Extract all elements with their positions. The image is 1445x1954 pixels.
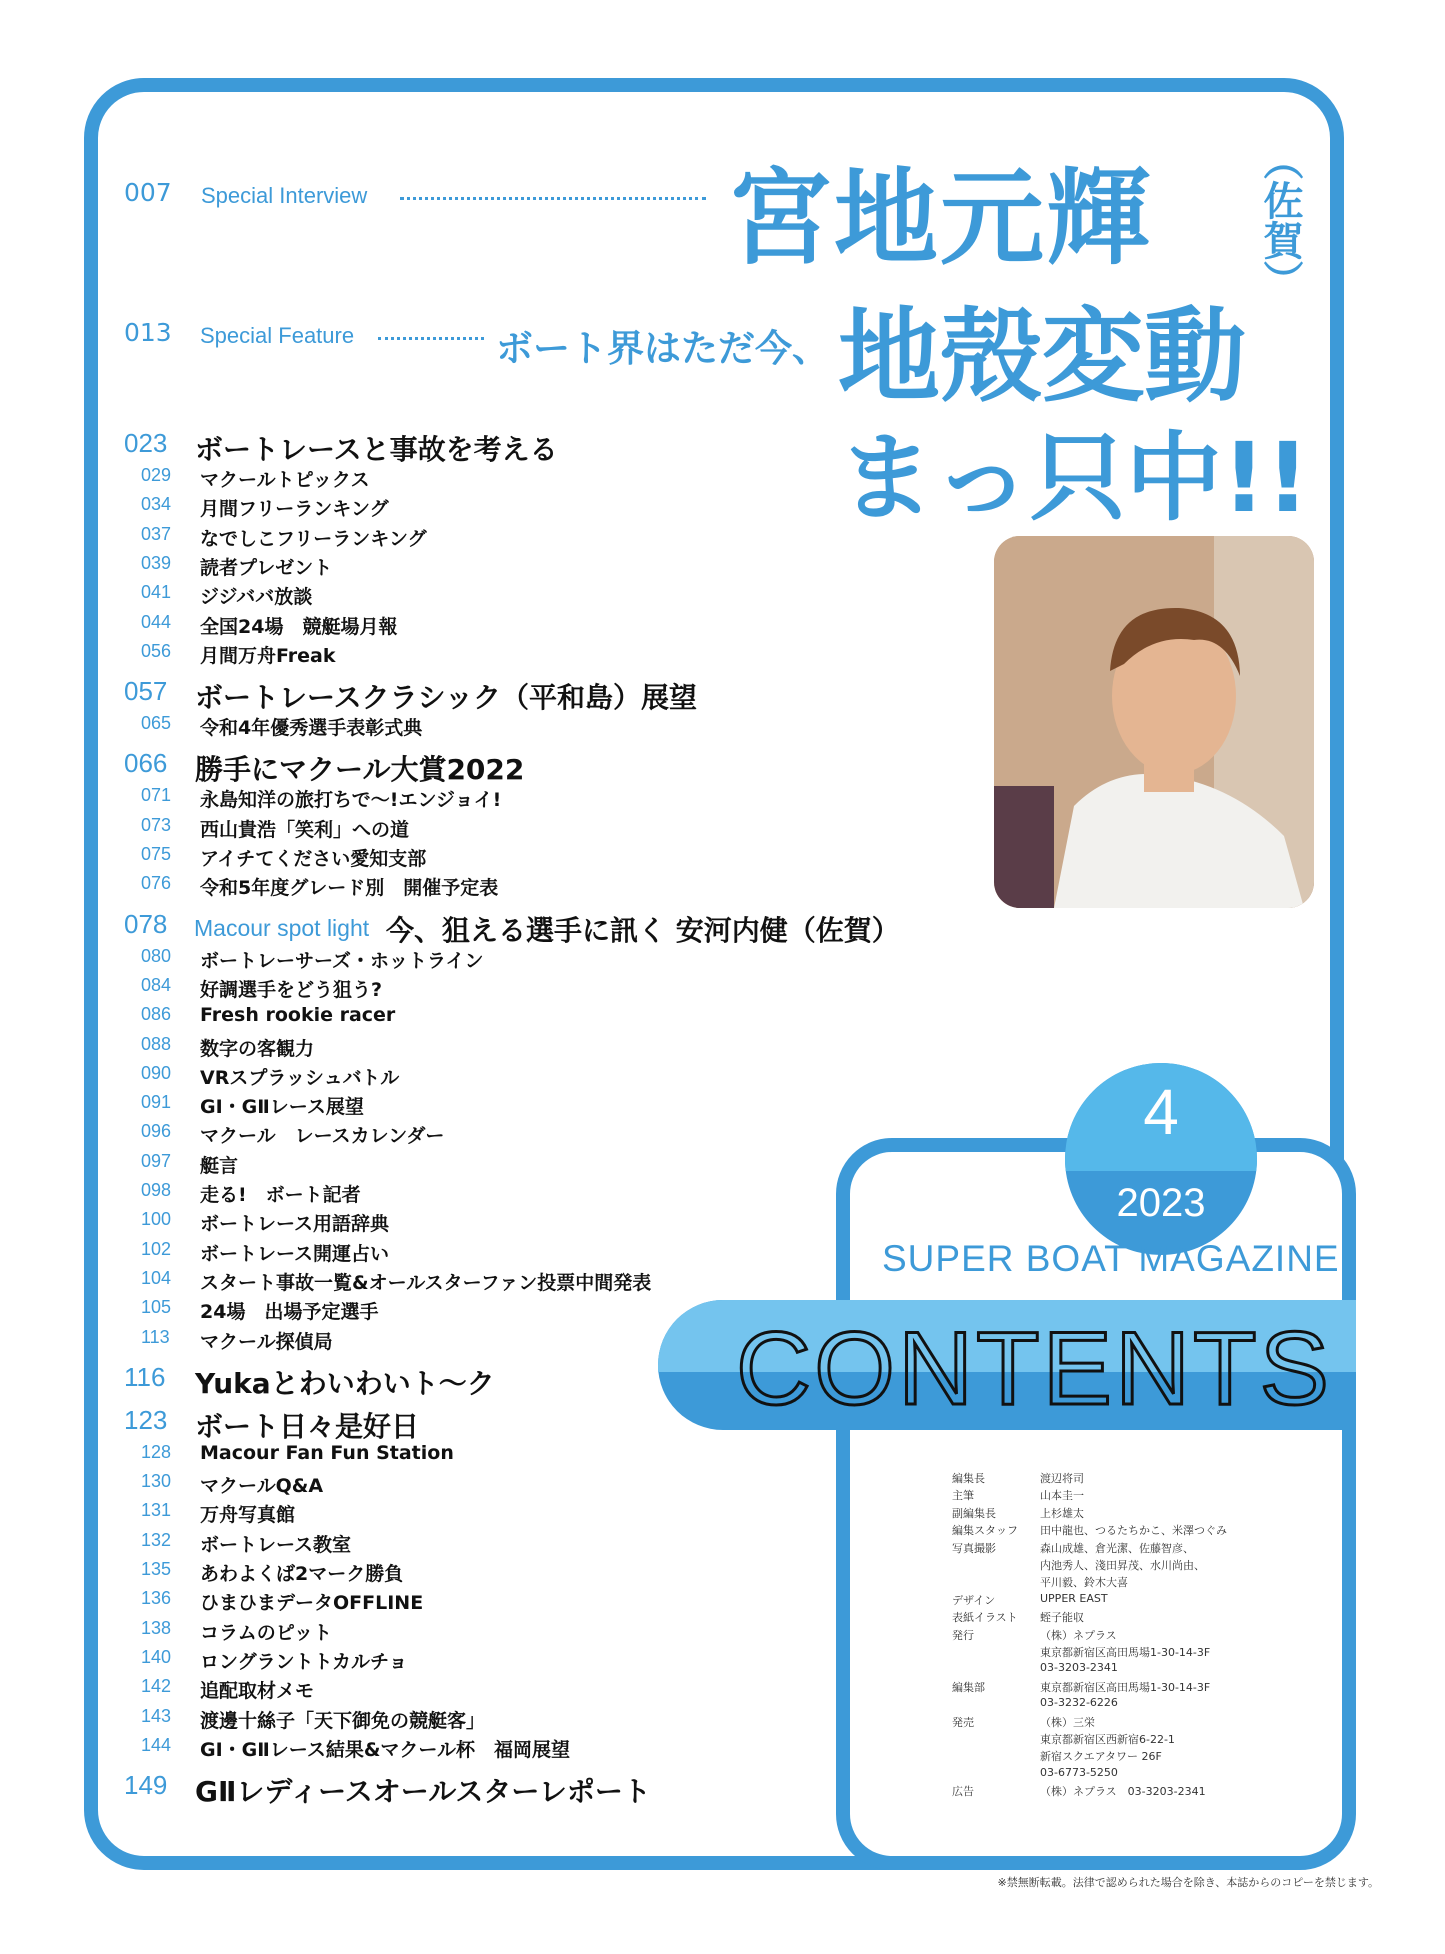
toc-page-number: 057 (124, 676, 168, 707)
credit-value: （株）ネプラス 03-3203-2341 (1040, 1785, 1206, 1799)
toc-page-number: 138 (141, 1617, 172, 1638)
credit-value: 山本圭一 (1040, 1489, 1084, 1503)
copyright-footnote: ※禁無断転載。法律で認められた場合を除き、本誌からのコピーを禁じます。 (997, 1876, 1379, 1889)
credit-value: 平川毅、鈴木大喜 (1040, 1576, 1128, 1590)
toc-title: 好調選手をどう狙う? (200, 978, 383, 1001)
toc-title: 数字の客観力 (200, 1037, 315, 1060)
toc-title: 月間フリーランキング (200, 498, 389, 521)
feature-page-number: 013 (124, 318, 172, 347)
toc-title: アイチてください愛知支部 (200, 848, 427, 870)
toc-page-number: 132 (141, 1529, 172, 1550)
toc-title: ロングラントトカルチョ (200, 1650, 408, 1673)
credit-value: 森山成雄、倉光潔、佐藤智彦、 (1040, 1541, 1194, 1555)
toc-page-number: 088 (141, 1033, 172, 1054)
toc-title: 永島知洋の旅打ちで〜!エンジョイ! (200, 789, 502, 812)
credit-value: （株）三栄 (1040, 1715, 1095, 1729)
toc-page-number: 131 (141, 1500, 172, 1521)
toc-title: ジジババ放談 (200, 586, 313, 609)
toc-title: あわよくば2マーク勝負 (200, 1563, 404, 1585)
feature-lead: ボート界はただ今、 (496, 327, 829, 370)
interview-leader-dots (400, 197, 706, 200)
toc-page-number: 123 (124, 1404, 168, 1435)
toc-title: 月間万舟Freak (200, 644, 336, 667)
credit-role: 編集長 (952, 1472, 985, 1485)
toc-title: マクールQ&A (200, 1475, 324, 1498)
toc-title: VRスプラッシュバトル (200, 1066, 400, 1089)
toc-page-number: 080 (141, 945, 172, 966)
feature-leader-dots (378, 337, 484, 340)
toc-page-number: 066 (124, 748, 168, 779)
toc-page-number: 098 (141, 1180, 172, 1200)
toc-title: GI・GⅡレース結果&マクール杯 福岡展望 (200, 1738, 571, 1761)
toc-title: マクール レースカレンダー (200, 1125, 445, 1148)
toc-title: ボート日々是好日 (195, 1409, 420, 1443)
toc-title: 令和5年度グレード別 開催予定表 (200, 877, 499, 900)
feature-label: Special Feature (200, 323, 355, 348)
credit-role: 発売 (952, 1715, 974, 1729)
credit-value: 東京都新宿区高田馬場1-30-14-3F (1040, 1646, 1211, 1659)
toc-title: 24場 出場予定選手 (200, 1301, 379, 1324)
toc-page-number: 071 (141, 785, 172, 806)
toc-page-number: 086 (141, 1004, 172, 1025)
credit-role: 広告 (952, 1785, 974, 1799)
credit-value: 田中龍也、つるたちかこ、米澤つぐみ (1040, 1524, 1227, 1538)
toc-page-number: 097 (141, 1150, 172, 1171)
credit-role: 写真撮影 (952, 1541, 996, 1555)
toc-title: 今、狙える選手に訊く 安河内健（佐賀） (386, 913, 900, 947)
toc-title: ボートレース教室 (200, 1533, 352, 1556)
credit-value: 03-3203-2341 (1040, 1661, 1118, 1675)
toc-title: 全国24場 競艇場月報 (200, 615, 398, 638)
toc-page-number: 029 (141, 465, 172, 485)
credit-role: 主筆 (952, 1489, 974, 1503)
toc-title: 読者プレゼント (200, 556, 333, 579)
toc-page-number: 102 (141, 1238, 172, 1259)
credit-value: （株）ネプラス (1040, 1628, 1117, 1642)
toc-page-number: 144 (141, 1734, 172, 1755)
issue-badge (1065, 1063, 1257, 1255)
credit-value: 新宿スクエアタワー 26F (1040, 1750, 1162, 1764)
credit-value: 東京都新宿区西新宿6-22-1 (1040, 1733, 1175, 1746)
credit-role: デザイン (952, 1593, 996, 1607)
credit-value: 03-6773-5250 (1040, 1765, 1118, 1779)
toc-page-number: 076 (141, 873, 172, 894)
toc-title: ボートレーサーズ・ホットライン (200, 949, 484, 972)
toc-title: GⅡレディースオールスターレポート (195, 1775, 651, 1809)
credit-role: 副編集長 (952, 1506, 996, 1520)
toc-title: コラムのピット (200, 1621, 333, 1644)
credit-role: 表紙イラスト (952, 1611, 1018, 1625)
feature-title-line1: 地殻変動 (838, 298, 1246, 417)
toc-title: Fresh rookie racer (200, 1004, 396, 1027)
toc-title: なでしこフリーランキング (200, 527, 427, 550)
toc-title: 追配取材メモ (200, 1680, 315, 1703)
credit-value: 内池秀人、淺田昇茂、水川尚由、 (1040, 1559, 1205, 1572)
issue-month: 4 (1143, 1076, 1179, 1148)
toc-title: GI・GⅡレース展望 (200, 1096, 364, 1119)
toc-page-number: 073 (141, 814, 172, 835)
toc-page-number: 140 (141, 1646, 172, 1667)
toc-title: 西山貴浩「笑利」への道 (200, 818, 410, 841)
toc-page-number: 034 (141, 494, 172, 515)
toc-page-number: 104 (141, 1267, 172, 1288)
toc-section-label: Macour spot light (194, 914, 370, 941)
toc-page-number: 113 (141, 1326, 170, 1347)
toc-page-number: 023 (124, 428, 168, 458)
toc-page-number: 130 (141, 1471, 172, 1492)
toc-page-number: 075 (141, 844, 172, 864)
interview-title: 宮地元輝 (728, 157, 1153, 279)
toc-title: Macour Fan Fun Station (200, 1441, 454, 1464)
toc-page-number: 039 (141, 552, 172, 573)
toc-title: ボートレース用語辞典 (200, 1213, 390, 1236)
toc-title: 渡邊十絲子「天下御免の競艇客」 (200, 1709, 486, 1732)
toc-title: 艇言 (200, 1154, 239, 1177)
credit-value: 03-3232-6226 (1040, 1696, 1118, 1710)
toc-page-number: 128 (141, 1441, 172, 1462)
toc-title: ボートレースと事故を考える (195, 433, 558, 466)
toc-title: 勝手にマクール大賞2022 (195, 753, 525, 787)
toc-page-number: 135 (141, 1559, 172, 1579)
toc-title: ひまひまデータOFFLINE (200, 1592, 424, 1615)
toc-page-number: 091 (141, 1092, 172, 1113)
toc-page-number: 143 (141, 1705, 172, 1726)
interview-subtitle-text: 佐賀 (1257, 180, 1303, 260)
toc-title: Yukaとわいわいト〜ク (195, 1366, 495, 1400)
toc-page-number: 149 (124, 1770, 168, 1801)
toc-title: ボートレース開運占い (200, 1242, 390, 1265)
person-illustration (994, 536, 1314, 908)
credit-value: UPPER EAST (1040, 1591, 1108, 1605)
toc-page-number: 116 (124, 1361, 166, 1392)
credit-value: 渡辺将司 (1040, 1472, 1084, 1485)
toc-page-number: 105 (141, 1297, 172, 1318)
toc-title: 走る! ボート記者 (200, 1184, 361, 1206)
toc-page-number: 100 (141, 1209, 172, 1230)
interview-subtitle: （佐賀） (1257, 140, 1303, 300)
magazine-name: SUPER BOAT MAGAZINE (882, 1238, 1340, 1279)
credit-value: 蛭子能収 (1040, 1611, 1084, 1625)
toc-page-number: 044 (141, 611, 172, 632)
toc-title: 令和4年優秀選手表彰式典 (200, 717, 423, 740)
toc-page-number: 090 (141, 1062, 172, 1083)
toc-page-number: 136 (141, 1588, 172, 1609)
toc-page-number: 142 (141, 1676, 172, 1697)
contents-heading: CONTENTS (736, 1311, 1332, 1427)
issue-year: 2023 (1116, 1181, 1206, 1225)
credit-role: 編集スタッフ (952, 1524, 1018, 1538)
interview-photo (994, 536, 1314, 908)
credit-value: 上杉雄太 (1040, 1506, 1084, 1520)
toc-title: マクールトピックス (200, 469, 370, 491)
toc-title: ボートレースクラシック（平和島）展望 (195, 681, 698, 715)
toc-page-number: 037 (141, 523, 172, 544)
toc-title: 万舟写真館 (200, 1504, 296, 1527)
credit-value: 東京都新宿区高田馬場1-30-14-3F (1040, 1680, 1211, 1694)
toc-page-number: 065 (141, 713, 172, 734)
toc-page-number: 056 (141, 640, 172, 661)
credit-role: 発行 (952, 1628, 974, 1642)
toc-page-number: 096 (141, 1121, 172, 1142)
interview-page-number: 007 (124, 178, 172, 207)
feature-title-line2: まっ只中!! (838, 422, 1310, 534)
interview-label: Special Interview (201, 183, 368, 208)
toc-page-number: 041 (141, 582, 172, 603)
toc-title: スタート事故一覧&オールスターファン投票中間発表 (200, 1271, 652, 1294)
toc-page-number: 078 (124, 908, 168, 939)
credit-role: 編集部 (952, 1680, 985, 1694)
toc-title: マクール探偵局 (200, 1330, 333, 1353)
toc-page-number: 084 (141, 974, 172, 995)
